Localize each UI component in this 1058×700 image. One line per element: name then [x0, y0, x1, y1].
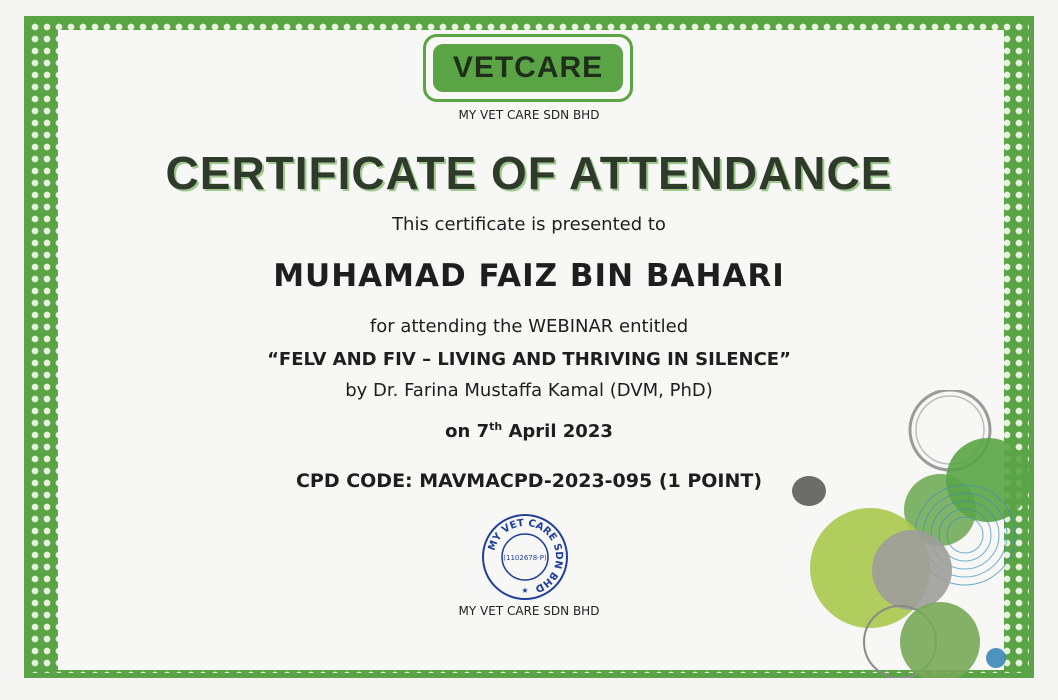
- grey-circle: [872, 530, 952, 610]
- company-name-top: MY VET CARE SDN BHD: [458, 108, 600, 122]
- seal-reg-no: (1102678-P): [503, 554, 547, 562]
- green-circle-bottom: [900, 602, 980, 678]
- webinar-topic: “FELV AND FIV – LIVING AND THRIVING IN SILENCE”: [267, 349, 791, 370]
- date-suffix: th: [489, 420, 503, 433]
- date-prefix: on 7: [445, 421, 490, 442]
- blue-dot: [986, 648, 1006, 668]
- seal-star-icon: ★: [521, 586, 529, 595]
- speaker-line: by Dr. Farina Mustaffa Kamal (DVM, PhD): [345, 380, 713, 401]
- seal-ring-path: MY VET CARE SDN BHD: [486, 517, 565, 595]
- attending-text: for attending the WEBINAR entitled: [369, 316, 689, 337]
- vetcare-logo: [423, 34, 633, 102]
- company-name-bottom: MY VET CARE SDN BHD: [458, 604, 600, 618]
- company-seal-stamp: [481, 513, 569, 601]
- presented-to-text: This certificate is presented to: [392, 214, 666, 235]
- decorative-circles: [800, 390, 1034, 678]
- certificate-title: CERTIFICATE OF ATTENDANCE: [165, 147, 893, 199]
- recipient-name: MUHAMAD FAIZ BIN BAHARI: [273, 258, 785, 294]
- logo-text: VETCARE: [433, 44, 623, 92]
- date-rest: April 2023: [502, 421, 613, 442]
- cpd-code: CPD CODE: MAVMACPD-2023-095 (1 POINT): [295, 470, 763, 492]
